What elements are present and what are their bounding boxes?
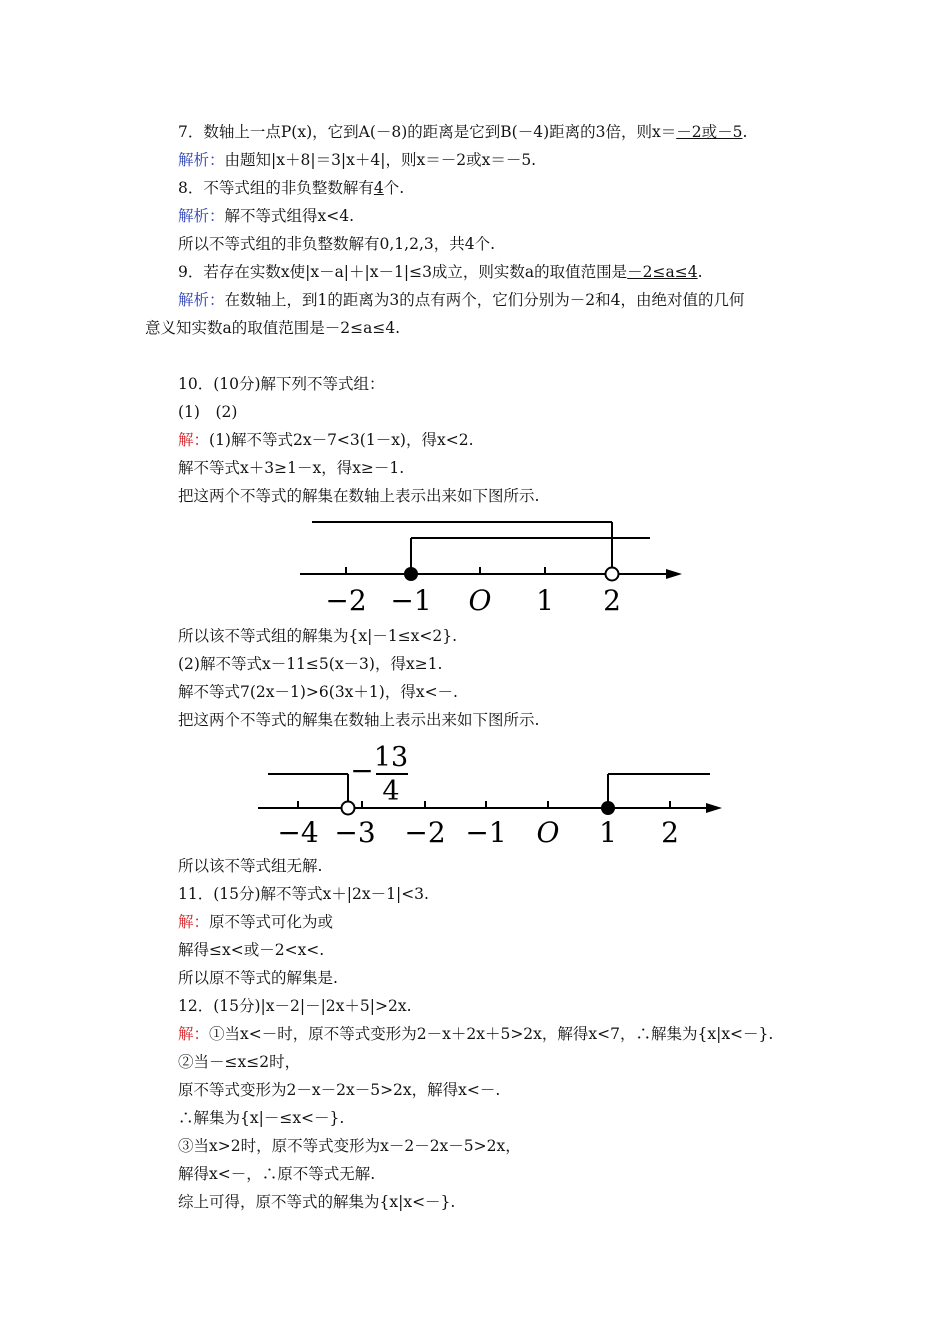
q8-answer: 4 (373, 179, 384, 197)
q9-analysis-cont: 意义知实数a的取值范围是－2≤a≤4. (145, 319, 401, 337)
q7-analysis: 解析：由题知|x＋8|＝3|x＋4|，则x＝－2或x＝－5. (178, 151, 537, 169)
q9-analysis: 解析：在数轴上，到1的距离为3的点有两个，它们分别为－2和4，由绝对值的几何 (178, 291, 745, 309)
solution-label: 解： (178, 431, 210, 449)
solution-label: 解： (178, 913, 210, 931)
open-point (606, 568, 619, 581)
q10-step3: 把这两个不等式的解集在数轴上表示出来如下图所示. (178, 487, 540, 505)
tick-label: 1 (599, 816, 617, 849)
tick-label: O (536, 816, 560, 849)
q10-part2-step2: 解不等式7(2x－1)>6(3x＋1)，得x<－. (178, 683, 458, 701)
tick-label: O (468, 584, 492, 617)
q12-title: 12．(15分)|x－2|－|2x＋5|>2x. (178, 997, 412, 1015)
q11-solution: 解：原不等式可化为或 (178, 913, 334, 931)
fraction-denominator: 4 (382, 776, 400, 807)
tick-label: 2 (603, 584, 621, 617)
closed-point (404, 567, 418, 581)
analysis-label: 解析： (178, 291, 225, 309)
q9-line: 9．若存在实数x使|x－a|＋|x－1|≤3成立，则实数a的取值范围是－2≤a≤4. (178, 263, 703, 281)
q12-case2: ②当－≤x≤2时， (178, 1053, 301, 1071)
tick-label: −2 (325, 584, 367, 617)
tick-label: 1 (536, 584, 554, 617)
tick-label: −3 (334, 816, 376, 849)
tick-label: −1 (390, 584, 432, 617)
tick-label: −1 (465, 816, 507, 849)
q10-result1: 所以该不等式组的解集为{x|－1≤x<2}. (178, 627, 458, 645)
closed-point (601, 801, 615, 815)
q12-conclusion: 综上可得，原不等式的解集为{x|x<－}. (178, 1193, 456, 1211)
q10-result2: 所以该不等式组无解. (178, 857, 323, 875)
q12-case3-result: 解得x<－，∴原不等式无解. (178, 1165, 376, 1183)
q8-analysis: 解析：解不等式组得x<4. (178, 207, 355, 225)
tick-label: −4 (277, 816, 319, 849)
analysis-label: 解析： (178, 151, 225, 169)
q12-case3: ③当x>2时，原不等式变形为x－2－2x－5>2x， (178, 1137, 521, 1155)
q12-solution: 解：①当x<－时，原不等式变形为2－x＋2x＋5>2x，解得x<7，∴解集为{x|x<－}. (178, 1025, 774, 1043)
q10-solution: 解：(1)解不等式2x－7<3(1－x)，得x<2. (178, 431, 474, 449)
q12-case2-step: 原不等式变形为2－x－2x－5>2x，解得x<－. (178, 1081, 501, 1099)
q11-title: 11．(15分)解不等式x＋|2x－1|<3. (178, 885, 429, 903)
tick-label: −2 (404, 816, 446, 849)
q9-answer: －2≤a≤4 (627, 263, 698, 281)
analysis-label: 解析： (178, 207, 225, 225)
q10-part2-step3: 把这两个不等式的解集在数轴上表示出来如下图所示. (178, 711, 540, 729)
q8-line: 8．不等式组的非负整数解有4个. (178, 179, 405, 197)
q10-step2: 解不等式x＋3≥1－x，得x≥－1. (178, 459, 405, 477)
q10-parts: (1) (2) (178, 403, 238, 421)
tick-label: 2 (661, 816, 679, 849)
q11-result: 所以原不等式的解集是. (178, 969, 338, 987)
q7-line: 7．数轴上一点P(x)，它到A(－8)的距离是它到B(－4)距离的3倍，则x＝－2或－5. (178, 123, 748, 141)
q10-title: 10．(10分)解下列不等式组： (178, 375, 385, 393)
fraction-numerator: 13 (373, 742, 409, 773)
q11-step2: 解得≤x<或－2<x<. (178, 941, 325, 959)
q10-part2: (2)解不等式x－11≤5(x－3)，得x≥1. (178, 655, 443, 673)
number-line-2 (250, 738, 730, 853)
q7-answer: －2或－5 (676, 123, 743, 141)
open-point (342, 802, 355, 815)
number-line-1 (290, 512, 700, 622)
q12-case2-result: ∴解集为{x|－≤x<－}. (178, 1109, 345, 1127)
solution-label: 解： (178, 1025, 210, 1043)
fraction-sign: − (350, 754, 374, 787)
q8-conclusion: 所以不等式组的非负整数解有0,1,2,3，共4个. (178, 235, 496, 253)
